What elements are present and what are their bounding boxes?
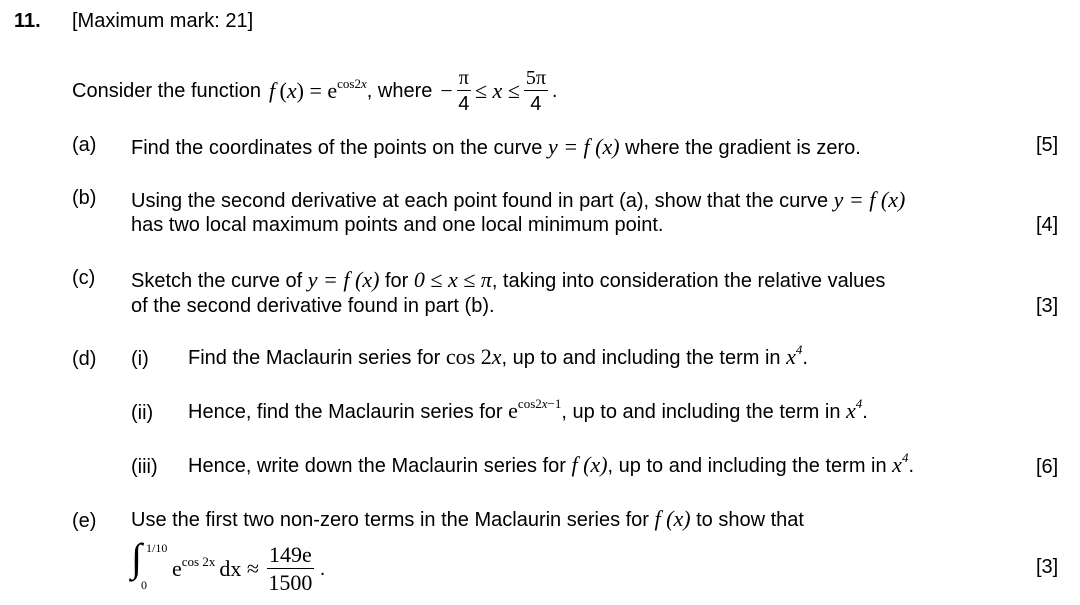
question-number: 11.	[14, 10, 41, 32]
part-a-label: (a)	[72, 134, 97, 156]
intro-where: , where	[366, 79, 433, 102]
integral-sign: ∫	[131, 535, 142, 580]
part-d-iii-text: Hence, write down the Maclaurin series for f (x), up to and including the term in $x^4$.	[188, 450, 914, 477]
part-a-marks: [5]	[1036, 134, 1059, 156]
intro-text: Consider the function	[72, 79, 262, 102]
dx-approx: dx ≈	[219, 556, 259, 581]
part-b-label: (b)	[72, 187, 97, 209]
part-c-line1: Sketch the curve of y = f (x) for 0 ≤ x ≤ π, taking into consideration the relative values	[131, 267, 886, 292]
part-e-math: f (x)	[654, 506, 691, 531]
part-d-ii-text: Hence, find the Maclaurin series for $e^{cos2x-1}$, up to and including the term in $x^4$.	[188, 396, 868, 423]
part-b-math: y = f (x)	[833, 187, 906, 212]
part-c-math2: 0 ≤ x ≤ π	[413, 267, 492, 292]
part-d-ii-label: (ii)	[131, 402, 154, 424]
part-d-marks: [6]	[1036, 456, 1059, 478]
part-d-ii-term: $x^4$	[846, 396, 863, 423]
part-d-i-text: Find the Maclaurin series for cos 2x, up to and including the term in $x^4$.	[188, 342, 808, 369]
interval-right-fraction: $\frac{5\pi}{4}$	[525, 67, 546, 115]
integrand: $e^{cos 2x}$	[172, 554, 216, 581]
part-d-iii-math: f (x)	[571, 452, 608, 477]
function-definition: f $(x) = e^{cos2x}$	[269, 76, 367, 103]
maximum-mark: [Maximum mark: 21]	[72, 10, 254, 32]
part-d-i-math: cos 2x	[445, 344, 502, 369]
interval-end: .	[551, 79, 558, 102]
interval-minus: −	[440, 78, 453, 103]
part-d-iii-term: $x^4$	[892, 450, 909, 477]
part-b-line1: Using the second derivative at each point found in part (a), show that the curve y = f (x)	[131, 187, 906, 212]
interval-middle: ≤ x ≤	[474, 78, 520, 103]
part-c-marks: [3]	[1036, 295, 1059, 317]
part-a-text: Find the coordinates of the points on the curve y = f (x) where the gradient is zero.	[131, 134, 861, 159]
part-c-label: (c)	[72, 267, 96, 289]
part-d-iii-label: (iii)	[131, 456, 158, 478]
interval-left-fraction: $\frac{\pi}{4}$	[458, 67, 470, 115]
part-e-label: (e)	[72, 510, 97, 532]
part-d-ii-math: $e^{cos2x-1}$	[508, 396, 562, 423]
part-d-i-label: (i)	[131, 348, 149, 370]
part-b-line2: has two local maximum points and one local minimum point.	[131, 214, 664, 236]
integral-lower-limit: 0	[141, 578, 147, 592]
part-e-end: .	[319, 557, 326, 580]
part-c-line2: of the second derivative found in part (b).	[131, 295, 495, 317]
integral-expression	[172, 541, 325, 597]
part-a-math: y = f (x)	[547, 134, 620, 159]
part-b-marks: [4]	[1036, 214, 1059, 236]
result-fraction: $\frac{149e}{1500}$	[268, 542, 313, 595]
part-d-i-term: $x^4$	[786, 342, 803, 369]
intro-line	[72, 66, 557, 116]
part-c-math1: y = f (x)	[307, 267, 380, 292]
integral-upper-limit: 1/10	[146, 541, 168, 555]
part-e-line1: Use the first two non-zero terms in the Maclaurin series for f (x) to show that	[131, 506, 804, 531]
part-e-marks: [3]	[1036, 556, 1059, 578]
part-d-label: (d)	[72, 348, 97, 370]
